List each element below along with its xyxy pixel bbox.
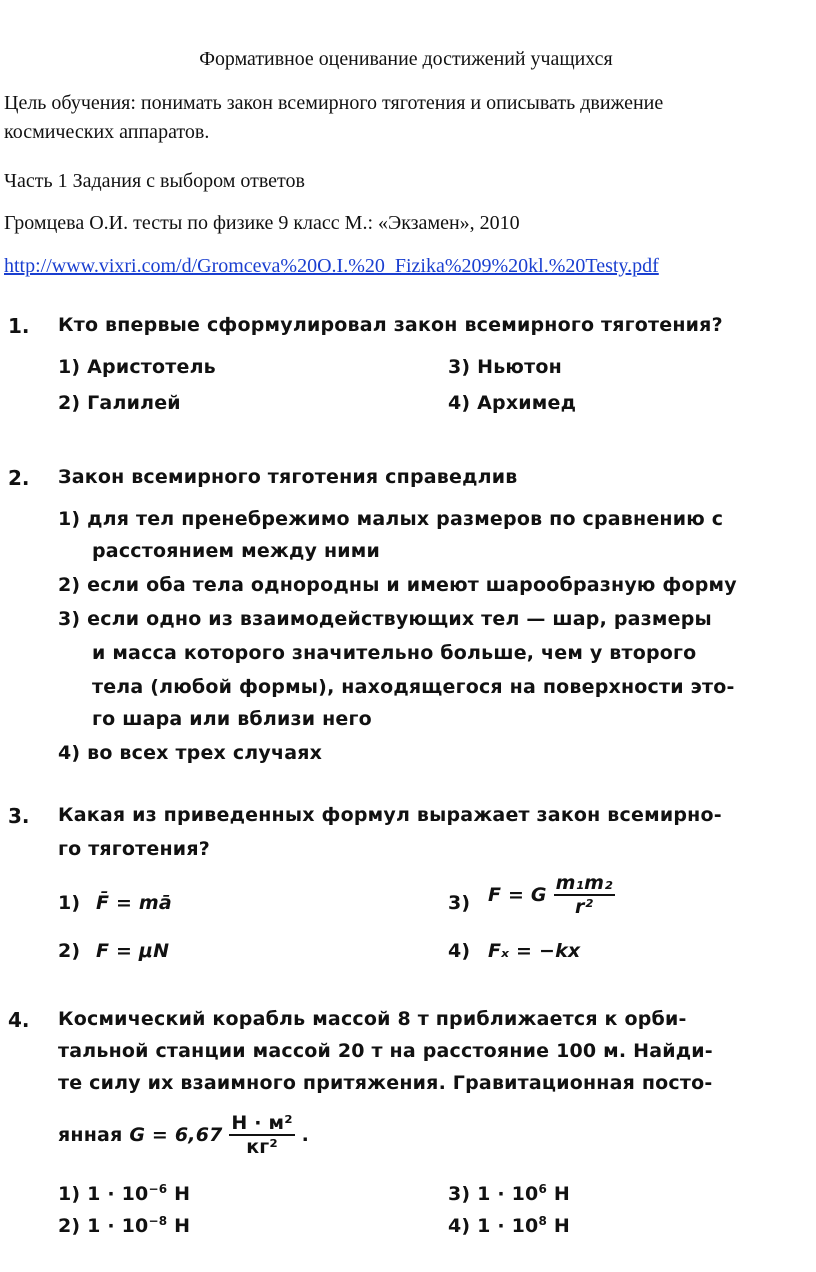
question-1-text: Кто впервые сформулировал закон всемирного тяготения? [58,314,723,336]
question-4-gravitational-constant [58,1112,309,1158]
answer-base: 2) 1 · 10 [58,1215,149,1237]
question-4-answer-2 [58,1214,190,1237]
answer-base: 4) 1 · 10 [448,1215,539,1237]
question-1-answer-4: 4) Архимед [448,392,577,414]
question-2-answer-1: 1) для тел пренебрежимо малых размеров по сравнению с [58,508,724,530]
answer-exponent: −6 [148,1182,168,1196]
source-reference: Громцева О.И. тесты по физике 9 класс М.: «Экзамен», 2010 [4,212,520,234]
fraction-denominator: r² [575,896,594,918]
question-3-text: Какая из приведенных формул выражает закон всемирно- [58,804,722,826]
constant-label: янная [58,1124,123,1146]
learning-goal-line-1: Цель обучения: понимать закон всемирного тяготения и описывать движение [4,92,664,114]
question-3-answer-3-label: 3) [448,892,471,914]
learning-goal-line-2: космических аппаратов. [4,121,210,143]
question-2-answer-2: 2) если оба тела однородны и имеют шарообразную форму [58,574,737,596]
question-1-number: 1. [8,314,30,338]
answer-exponent: 6 [538,1182,547,1196]
units-denominator: кг² [246,1136,278,1158]
question-3-answer-4-label: 4) [448,940,471,962]
question-1-answer-3: 3) Ньютон [448,356,562,378]
question-4-text-cont: те силу их взаимного притяжения. Гравитационная посто- [58,1072,713,1094]
question-3-text-cont: го тяготения? [58,838,210,860]
fraction-numerator: m₁m₂ [555,872,613,894]
question-3-answer-4-formula: Fₓ = −kx [488,940,581,962]
constant-period: . [301,1124,310,1146]
question-2-answer-1-cont: расстоянием между ними [92,540,381,562]
question-3-answer-1-label: 1) [58,892,81,914]
page-title: Формативное оценивание достижений учащихся [199,48,613,70]
question-2-answer-4: 4) во всех трех случаях [58,742,323,764]
formula-fraction [554,872,615,918]
constant-units-fraction [229,1112,294,1158]
question-4-text: Космический корабль массой 8 т приближается к орби- [58,1008,687,1030]
formula-left: F = G [488,884,547,906]
answer-exponent: −8 [148,1214,168,1228]
question-2-text: Закон всемирного тяготения справедлив [58,466,518,488]
question-3-answer-2-formula: F = μN [96,940,170,962]
question-4-answer-3 [448,1182,570,1205]
question-3-answer-2-label: 2) [58,940,81,962]
question-4-number: 4. [8,1008,30,1032]
answer-unit: Н [547,1183,570,1205]
answer-unit: Н [167,1183,191,1205]
question-2-answer-3-cont: тела (любой формы), находящегося на поверхности это- [92,676,735,698]
question-2-answer-3-cont: го шара или вблизи него [92,708,372,730]
question-4-text-cont: тальной станции массой 20 т на расстояние 100 м. Найди- [58,1040,713,1062]
question-3-answer-3-formula [488,872,615,918]
source-link[interactable]: http://www.vixri.com/d/Gromceva%20O.I.%20_Fizika%209%20kl.%20Testy.pdf [4,255,659,277]
answer-base: 1) 1 · 10 [58,1183,149,1205]
question-3-answer-1-formula: F̄ = mā [96,892,172,914]
question-2-number: 2. [8,466,30,490]
question-1-answer-1: 1) Аристотель [58,356,216,378]
question-4-answer-1 [58,1182,190,1205]
answer-exponent: 8 [538,1214,547,1228]
question-4-answer-4 [448,1214,570,1237]
question-1-answer-2: 2) Галилей [58,392,181,414]
question-2-answer-3-cont: и масса которого значительно больше, чем у второго [92,642,697,664]
answer-base: 3) 1 · 10 [448,1183,539,1205]
question-2-answer-3: 3) если одно из взаимодействующих тел — шар, размеры [58,608,712,630]
constant-value: G = 6,67 [129,1124,223,1146]
answer-unit: Н [167,1215,191,1237]
units-numerator: Н · м² [231,1112,293,1134]
part-heading: Часть 1 Задания с выбором ответов [4,170,305,192]
question-3-number: 3. [8,804,30,828]
answer-unit: Н [547,1215,570,1237]
